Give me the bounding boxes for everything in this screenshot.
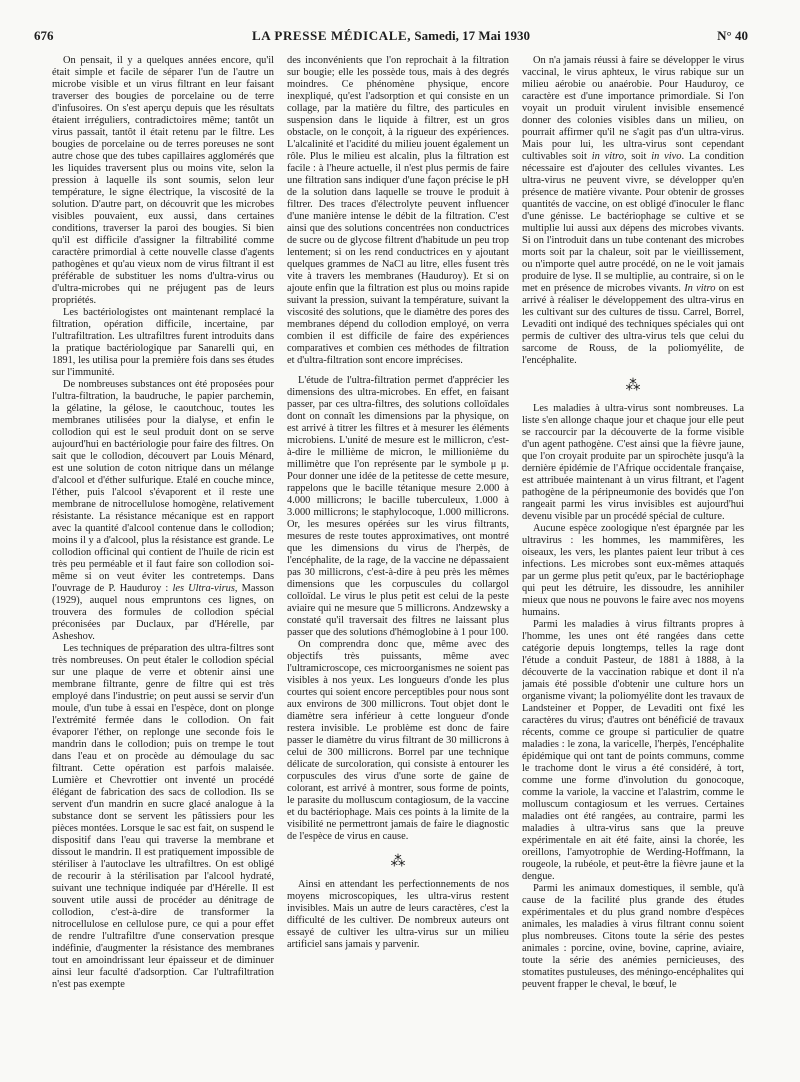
paragraph: [522, 523, 744, 619]
text-run: Les bactériologistes ont maintenant remplacé la filtration, opération difficile, incertaine, par l'ultrafiltration. Les ultrafiltres furent introduits dans la pratique bactériologique par Sanarelli qui, en 1891, les utilisa pour la première fois dans ses études sur l'immunité.: [52, 307, 274, 378]
text-run: , soit: [623, 151, 652, 162]
text-run: des inconvénients que l'on reprochait à la filtration sur bougie; elle les possède tous, mais à des degrés moindres. Ce phénomène physique, encore inexpliqué, qu'est l'adsorption et qui consiste en un collage, par la matière du filtre, des particules en suspension dans le liquide à filtrer, est un gros obstacle, on le conçoit, à la rigueur des expériences. L'alcalinité et l'acidité du milieu jouent également un rôle. Plus le milieu est alcalin, plus la filtration est facile : à l'heure actuelle, il n'est plus permis de faire une filtration sans indiquer d'une façon précise le pH de la solution dans laquelle se trouve le produit à filtrer. Des traces d'électrolyte peuvent influencer d'une manière intense le débit de la filtration. C'est ainsi que des solutions concentrées non conductrices de sucre ou de glycose filtrent d'habitude un peu trop lentement; si on les rend conductrices en y ajoutant quelques grammes de NaCl au litre, elles fusent très vite à travers les membranes (Hauduroy). Et si on ajoute enfin que la filtration est plus ou moins rapide suivant la pression, suivant la température, suivant la viscosité des solutions, que le diamètre des pores des membranes dépend du collodion employé, on verra combien il est difficile de faire des expériences comparatives et combien ces méthodes de filtration et d'ultra-filtration sont encore imprécises.: [287, 55, 509, 366]
section-separator: ⁂: [390, 852, 406, 870]
section-separator: ⁂: [625, 376, 641, 394]
paragraph: [52, 379, 274, 643]
paragraph: [522, 619, 744, 883]
text-run: On comprendra donc que, même avec des objectifs très puissants, même avec l'ultramicroscope, ces microorganismes ne soient pas visibles à nos yeux. Les longueurs d'onde les plus courtes qui soient encore perceptibles pour nous sont aux environs de 300 millicrons. Tout objet dont le diamètre sera inférieur à cette longueur d'onde restera invisible. Le problème est donc de faire passer le diamètre du virus filtrant de 30 millicrons à celui de 300 millicrons. Borrel par une technique délicate de surcoloration, qui consiste à entourer les corpuscules des virus d'une sorte de gaine de colorant, est arrivé à montrer, sous forme de points, le parasite du molluscum contagiosum, de la vaccine et du bactériophage. Mais ces points à la limite de la visibilité ne permettront jamais de faire le diagnostic de l'espèce de virus en cause.: [287, 639, 509, 842]
text-column-middle: [287, 55, 509, 1073]
paragraph: [287, 879, 509, 951]
text-run: On n'a jamais réussi à faire se développer le virus vaccinal, le virus aphteux, le virus rabique sur un milieu aérobie ou anaérobie. Pour Hauduroy, ce caractère est d'une importance primordiale. Si l'on voyait un produit virulent invisible ensemencé donner des colonies visibles dans un milieu, on pourrait affirmer qu'il ne s'agit pas d'un ultra-virus. Mais pour lui, les ultra-virus sont cependant cultivables soit: [522, 55, 744, 162]
issue-number: N° 40: [717, 28, 748, 43]
italic-text: in vivo: [651, 151, 682, 162]
text-column-right: [522, 55, 744, 1073]
paragraph: [287, 55, 509, 367]
paragraph: [287, 375, 509, 639]
paragraph: [522, 403, 744, 523]
text-run: L'étude de l'ultra-filtration permet d'apprécier les dimensions des ultra-microbes. En effet, en faisant passer, par ces ultra-filtres, des solutions colloïdales dont on connaît les dimensions par la physique, on est arrivé à titrer les filtres et à mesurer les éléments microbiens. L'unité de mesure est le millicron, c'est-à-dire le millième de micron, le millionième du millimètre que l'on représente par le symbole μ μ. Pour donner une idée de la petitesse de cette mesure, rappelons que le bacille tétanique mesure 2.000 à 4.000 millicrons; le bacille tuberculeux, 1.000 à 3.000 millicrons; le staphylocoque, 1.000 millicrons. Or, les mesures opérées sur les virus filtrants, mesures de reste toutes approximatives, ont montré que les dimensions du virus de l'herpès, de l'encéphalite, de la rage, de la vaccine ne dépassaient pas 30 millicrons, c'est-à-dire à peu près les mêmes dimensions que les corpuscules du collargol colloïdal. Le virus le plus petit est celui de la peste aviaire qui ne mesure que 5 millicrons. Andzewsky a constaté qu'il traversait des filtres ne laissant plus passer que des solutions d'hémoglobine à 1 pour 100.: [287, 375, 509, 638]
running-title: [34, 28, 748, 44]
text-run: Les techniques de préparation des ultra-filtres sont très nombreuses. On peut étaler le collodion spécial sur une plaque de verre et obtenir ainsi une membrane filtrante, genre de filtre qui est très employé dans l'industrie; on peut aussi se servir d'un moule, d'un tube à essai en l'espèce, dont on plonge l'extrémité fermée dans le collodion. On fait évaporer l'éther, on replonge une seconde fois le mandrin dans le collodion; puis on trempe le tout dans l'eau et on procède au démoulage du sac filtrant. Cette opération est parfois malaisée. Lumière et Chevrottier ont inventé un procédé élégant de fabrication des sacs de collodion. Ils se servent d'un mandrin en sucre glacé analogue à la substance dont se servent les pâtissiers pour les pièces montées. Lorsque le sac est fait, on suspend le dispositif dans l'eau qui traverse la membrane et dissout le mandrin. Il est pratiquement impossible de stériliser à l'autoclave les ultrafiltres. On est obligé de recourir à la stérilisation par l'alcool hydraté, suivant une technique indiquée par d'Hérelle. Il est souvent utile aussi de procéder au dénitrage de collodion, c'est-à-dire de transformer la nitrocellulose en cellulose pure, ce qui a pour effet de rendre l'ultrafiltre d'une conservation presque indéfinie, d'augmenter la résistance des membranes tout en amoindrissant leur épaisseur et de diminuer ainsi leur faculté d'adsorption. Car l'ultrafiltration n'est pas exempte: [52, 643, 274, 990]
paragraph: [52, 55, 274, 307]
text-run: On pensait, il y a quelques années encore, qu'il était simple et facile de séparer l'un de l'autre un microbe visible et un virus filtrant en leur faisant traverser des bougies de porcelaine ou de terre d'infusoires. On s'est aperçu depuis que les résultats étaient irréguliers, contradictoires même; tantôt un virus passait, tantôt il était retenu par le filtre. Les bougies de porcelaine ou de terres poreuses ne sont autre chose que des tubes capillaires agglomérés que les liquides traversent plus ou moins vite, selon la pression à laquelle ils sont soumis, selon leur température, le signe électrique, la viscosité de la solution. D'autre part, on découvrit que les microbes visibles pouvaient, eux aussi, dans certaines conditions, traverser la paroi des bougies. Si bien qu'il est difficile d'assigner la filtrabilité comme caractère primordial à cette nouvelle classe d'agents pathogènes et qu'au vieux nom de virus filtrant il est préférable de substituer les noms d'ultra-virus ou d'ultra-microbes qui ne préjugent pas de leurs propriétés.: [52, 55, 274, 306]
paragraph: [52, 307, 274, 379]
page-number: 676: [34, 28, 54, 43]
text-run: Parmi les maladies à virus filtrants propres à l'homme, les unes ont été rangées dans cette catégorie depuis longtemps, telles la rage dont l'étude a conduit Pasteur, de 1881 à 1888, à la découverte de la vaccination rabique et dont il n'a jamais été possible d'obtenir une culture hors un organisme vivant; la poliomyélite dont les travaux de Landsteiner et Popper, de Levaditi ont fixé les caractères du virus; d'autres ont bénéficié de travaux récents, comme ce groupe si particulier de quatre maladies : le zona, la varicelle, l'herpès, l'encéphalite épidémique qui ont tant de points communs, comme le trachome dont le virus a été considéré, à tort, comme une forme d'involution du gonocoque, comme la variole, la vaccine et l'alastrim, comme le molluscum contagiosum et les verrues. Certaines maladies ont été rangées, au contraire, parmi les maladies à ultra-virus sans que la preuve expérimentale en ait été faite, ainsi la chorée, les oreillons, l'amyotrophie de Werding-Hoffmann, la rougeole, la rubéole, et peut-être la fièvre jaune et la dengue.: [522, 619, 744, 882]
text-run: , Masson (1929), auquel nous empruntons ces lignes, on trouvera des formules de collodion spécial préconisées par Duclaux, par d'Hérelle, par Asheshov.: [52, 583, 274, 642]
text-run: De nombreuses substances ont été proposées pour l'ultra-filtration, la baudruche, le papier parchemin, la gélatine, la gélose, le caoutchouc, toutes les membranes utilisées pour la dialyse, et enfin le collodion qui est le seul produit dont on se serve aujourd'hui en bactériologie pour faire des filtres. On sait que le collodion, découvert par Louis Ménard, est une solution de coton nitrique dans un mélange d'alcool et d'éther sulfurique. Etalé en couche mince, l'éther, puis l'alcool s'évaporent et il reste une membrane de nitrocellulose homogène, relativement résistante. La résistance mécanique est en rapport avec la quantité d'alcool contenue dans le collodion; moins il y a d'alcool, plus la résistance est grande. Le collodion officinal qui contient de l'huile de ricin est très peu perméable et il faut faire son collodion soi-même si on veut éviter les contretemps. Dans l'ouvrage de P. Hauduroy :: [52, 379, 274, 594]
article-body: [52, 55, 744, 1073]
text-run: . La condition nécessaire est d'ajouter des cellules vivantes. Les ultra-virus ne peuvent vivre, se développer qu'en présence de matière vivante. Pour obtenir de grosses quantités de vaccine, on est obligé d'inoculer le flanc d'une génisse. Le bactériophage se cultive et se multiplie lui aussi aux dépens des microbes vivants. Si on l'introduit dans un tube contenant des microbes morts soit par la chaleur, soit par le vieillissement, ou n'importe quel autre procédé, on ne le voit jamais produire de lyse. Il se multiplie, au contraire, si on le met en présence de microbes vivants.: [522, 151, 744, 294]
text-run: Ainsi en attendant les perfectionnements de nos moyens microscopiques, les ultra-virus restent invisibles. Mais un autre de leurs caractères, c'est la difficulté de les cultiver. De nombreux auteurs ont essayé de cultiver les ultra-virus sur un milieu artificiel sans jamais y parvenir.: [287, 879, 509, 950]
text-column-left: [52, 55, 274, 1073]
page-header: [34, 28, 748, 46]
paragraph: [522, 883, 744, 991]
paragraph: [287, 639, 509, 843]
text-run: on est arrivé à réaliser le développement des ultra-virus en les cultivant sur des cultures de tissu. Carrel, Borrel, Levaditi ont indiqué des techniques spéciales qui ont permis de cultiver des ultra-virus tels que celui du sarcome de Rouss, de la poliomyélite, de l'encéphalite.: [522, 283, 744, 366]
journal-title: LA PRESSE MÉDICALE,: [252, 28, 412, 43]
text-run: Aucune espèce zoologique n'est épargnée par les ultravirus : les hommes, les mammifères, les oiseaux, les vers, les plantes paient leur tribut à ces infections. Les microbes sont eux-mêmes attaqués par un germe plus petit qu'eux, par le bactériophage qui peut les détruire, les dissoudre, les annihiler mieux que nous ne pouvons le faire avec nos moyens humains.: [522, 523, 744, 618]
paragraph: [52, 643, 274, 991]
issue-date: Samedi, 17 Mai 1930: [414, 28, 530, 43]
paragraph: [522, 55, 744, 367]
italic-text: In vitro: [684, 283, 716, 294]
text-run: Les maladies à ultra-virus sont nombreuses. La liste s'en allonge chaque jour et chaque jour elle peut se raccourcir par la découverte de la forme visible d'un agent pathogène. C'est ainsi que la fièvre jaune, que l'on croyait produite par un spirochète jusqu'à la dernière épidémie de l'Afrique occidentale française, est attribuée maintenant à un virus filtrant, et l'agent pathogène de la péripneumonie des bovidés que l'on rangeait parmi les virus invisibles est aujourd'hui devenu visible par un procédé spécial de culture.: [522, 403, 744, 522]
italic-text: les Ultra-virus: [172, 583, 235, 594]
italic-text: in vitro: [591, 151, 624, 162]
text-run: Parmi les animaux domestiques, il semble, qu'à cause de la facilité plus grande des études expérimentales et du plus grand nombre d'espèces animales, les maladies à virus filtrant connu soient plus nombreuses. Citons toute la série des pestes animales : porcine, ovine, bovine, caprine, aviaire, toute la série des anémies pernicieuses, des stomatites pustuleuses, des méningo-encéphalites qui peuvent frapper le cheval, le bœuf, le: [522, 883, 744, 990]
